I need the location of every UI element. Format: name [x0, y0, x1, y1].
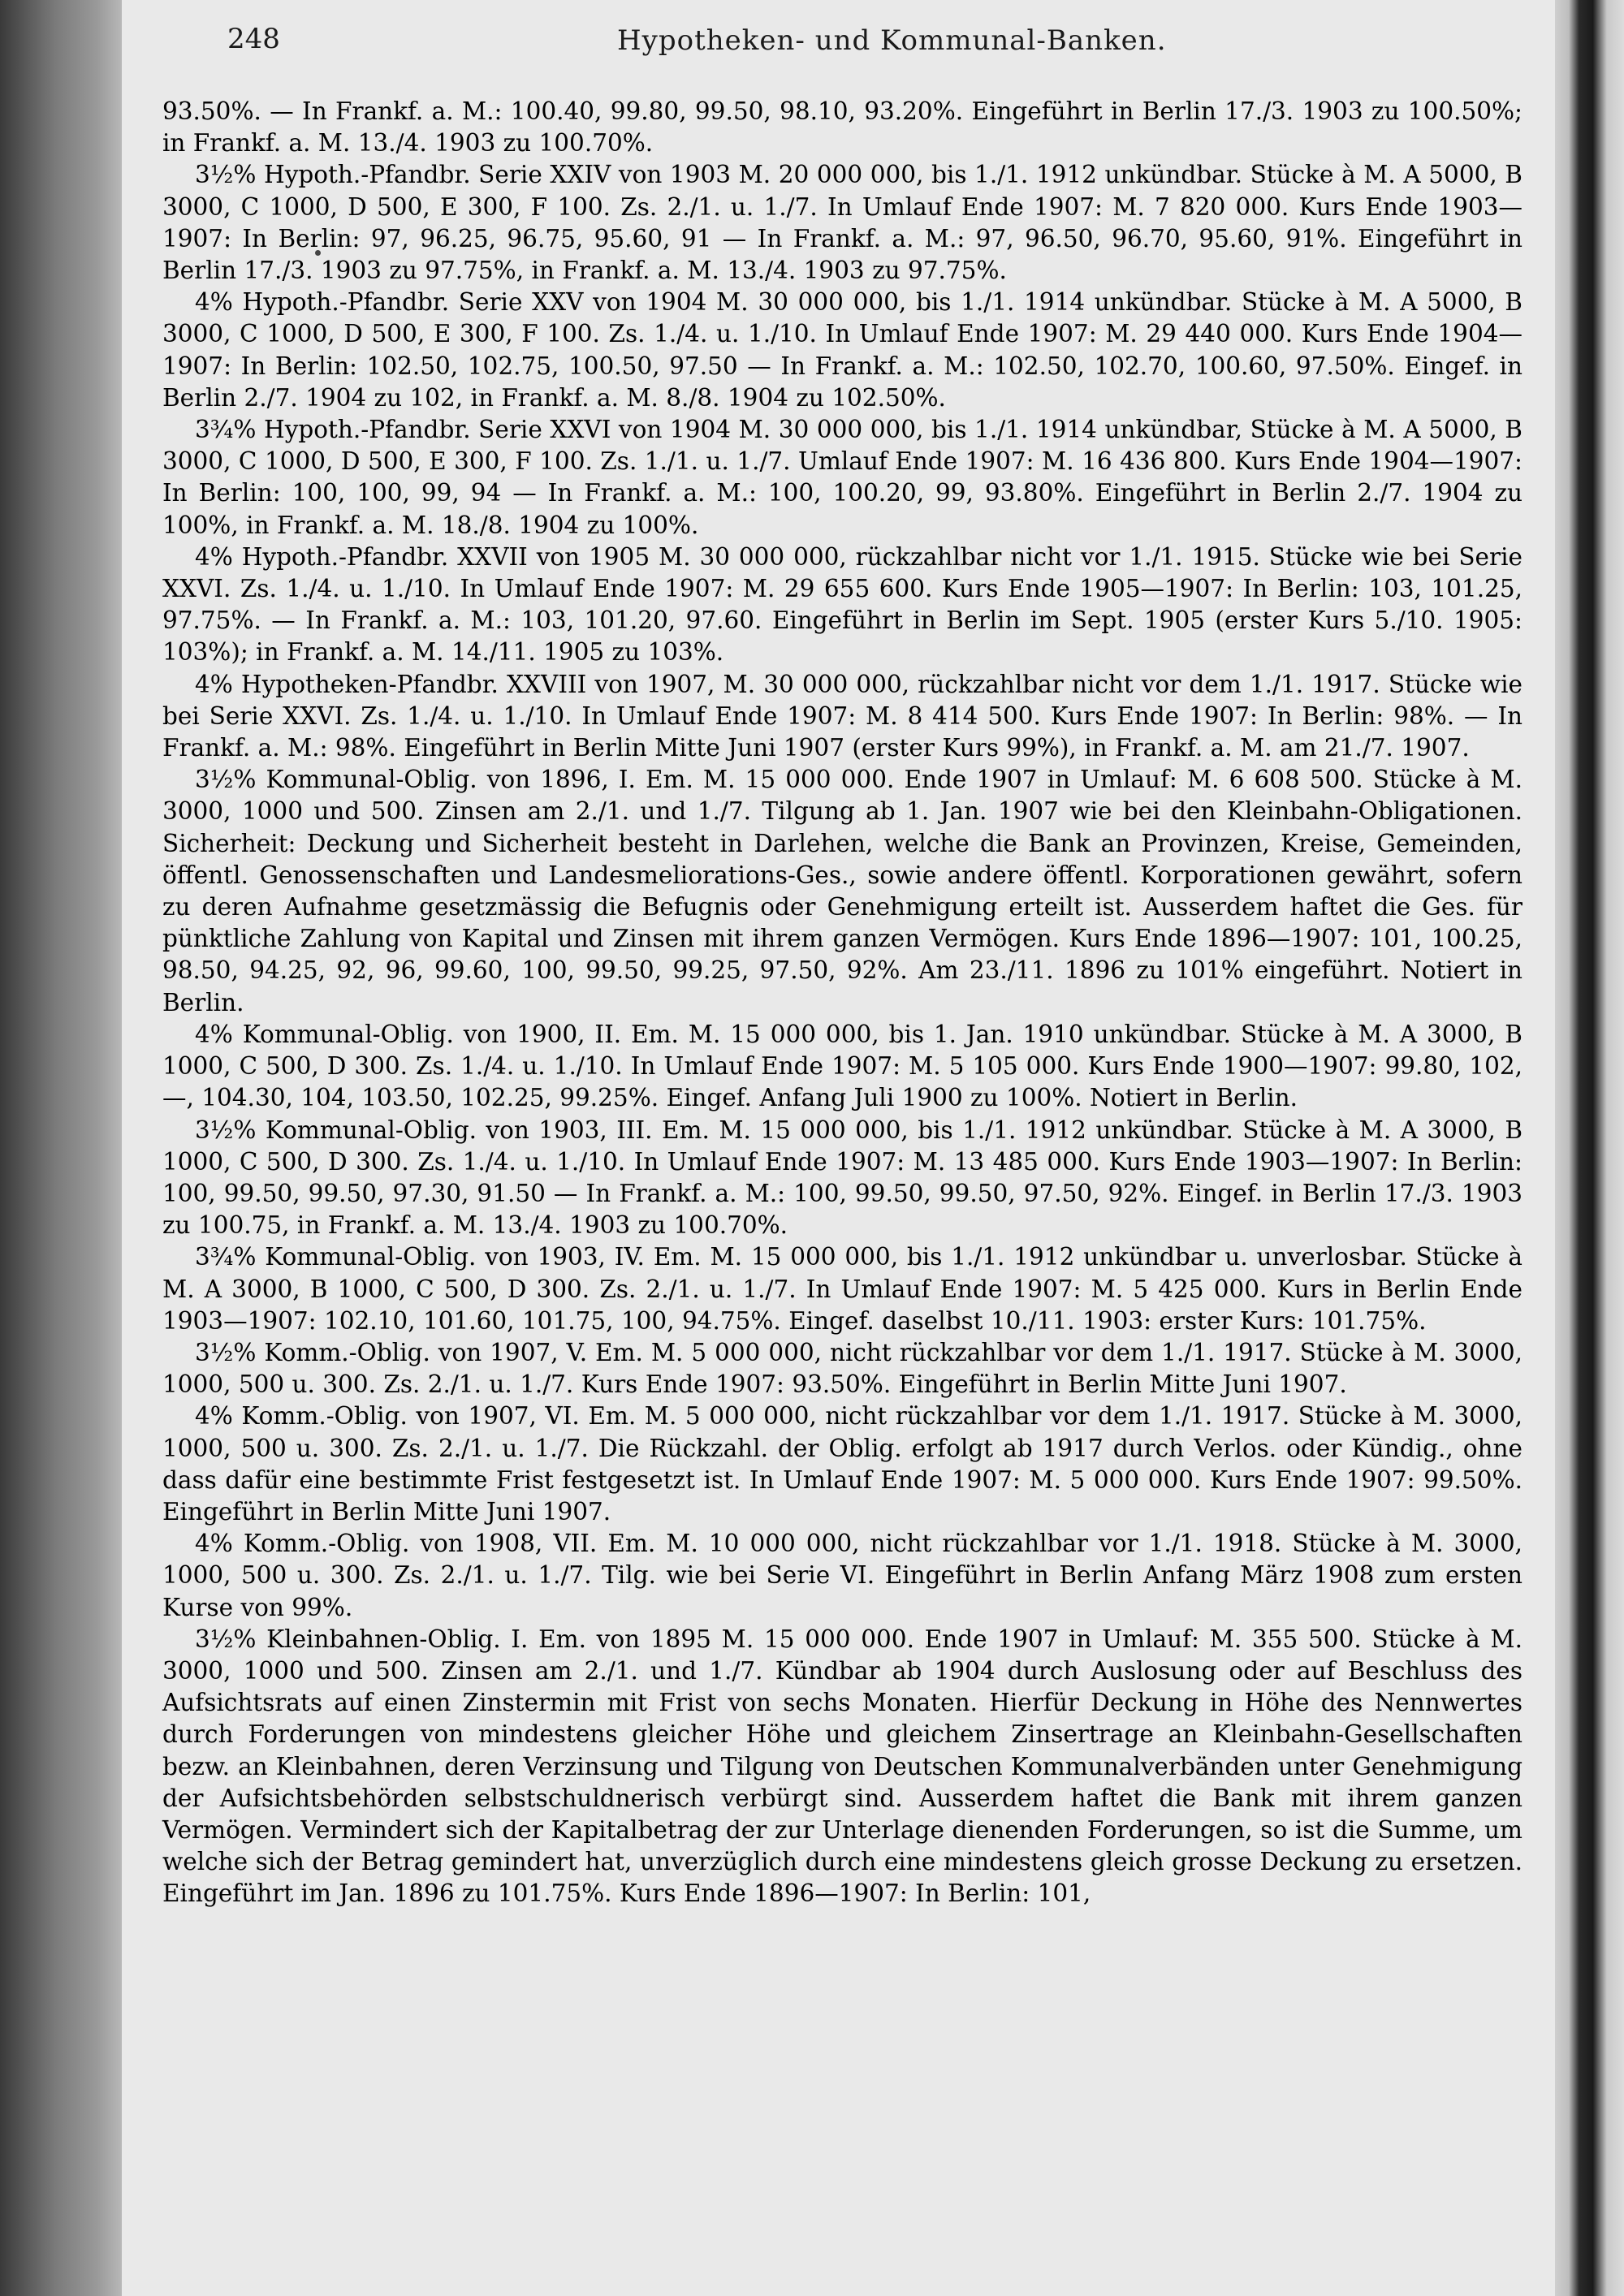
entry-komm-oblig-vi: 4% Komm.-Oblig. von 1907, VI. Em. M. 5 000 000, nicht rückzahlbar vor dem 1./1. 1917. Stücke à M. 3000, 1000, 500 u. 300. Zs. 2./1. u. 1./7. Die Rückzahl. der Oblig. erfolgt ab 1917 durch Verlos. oder Kündig., ohne dass dafür eine bestimmte Frist festgesetzt ist. In Umlauf Ende 1907: M. 5 000 000. Kurs Ende 1907: 99.50%. Eingeführt in Berlin Mitte Juni 1907. [162, 1402, 1522, 1526]
entry-kommunal-oblig-iv: 3¾% Kommunal-Oblig. von 1903, IV. Em. M. 15 000 000, bis 1./1. 1912 unkündbar u. unverlosbar. Stücke à M. A 3000, B 1000, C 500, D 300. Zs. 2./1. u. 1./7. In Umlauf Ende 1907: M. 5 425 000. Kurs in Berlin Ende 1903—1907: 102.10, 101.60, 101.75, 100, 94.75%. Eingef. daselbst 10./11. 1903: erster Kurs: 101.75%. [162, 1243, 1522, 1335]
page-header [227, 23, 1559, 63]
entry-pfandbr-serie-xxvi: 3¾% Hypoth.-Pfandbr. Serie XXVI von 1904 M. 30 000 000, bis 1./1. 1914 unkündbar, Stücke à M. A 5000, B 3000, C 1000, D 500, E 300, F 100. Zs. 1./1. u. 1./7. Umlauf Ende 1907: M. 16 436 800. Kurs Ende 1904—1907: In Berlin: 100, 100, 99, 94 — In Frankf. a. M.: 100, 100.20, 99, 93.80%. Eingeführt in Berlin 2./7. 1904 zu 100%, in Frankf. a. M. 18./8. 1904 zu 100%. [162, 416, 1522, 539]
body-text [162, 96, 1522, 1910]
book-gutter [0, 0, 122, 2296]
running-title: Hypotheken- und Kommunal-Banken. [617, 24, 1167, 57]
entry-pfandbr-xxvii: 4% Hypoth.-Pfandbr. XXVII von 1905 M. 30 000 000, rückzahlbar nicht vor 1./1. 1915. Stücke wie bei Serie XXVI. Zs. 1./4. u. 1./10. In Umlauf Ende 1907: M. 29 655 600. Kurs Ende 1905—1907: In Berlin: 103, 101.25, 97.75%. — In Frankf. a. M.: 103, 101.20, 97.60. Eingeführt in Berlin im Sept. 1905 (erster Kurs 5./10. 1905: 103%); in Frankf. a. M. 14./11. 1905 zu 103%. [162, 542, 1522, 667]
entry-komm-oblig-vii: 4% Komm.-Oblig. von 1908, VII. Em. M. 10 000 000, nicht rückzahlbar vor 1./1. 1918. Stücke à M. 3000, 1000, 500 u. 300. Zs. 2./1. u. 1./7. Tilg. wie bei Serie VI. Eingeführt in Berlin Anfang März 1908 zum ersten Kurse von 99%. [162, 1530, 1522, 1621]
entry-pfandbr-xxviii: 4% Hypotheken-Pfandbr. XXVIII von 1907, M. 30 000 000, rückzahlbar nicht vor dem 1./1. 1917. Stücke wie bei Serie XXVI. Zs. 1./4. u. 1./10. In Umlauf Ende 1907: M. 8 414 500. Kurs Ende 1907: In Berlin: 98%. — In Frankf. a. M.: 98%. Eingeführt in Berlin Mitte Juni 1907 (erster Kurs 99%), in Frankf. a. M. am 21./7. 1907. [162, 670, 1522, 762]
entry-kommunal-oblig-i: 3½% Kommunal-Oblig. von 1896, I. Em. M. 15 000 000. Ende 1907 in Umlauf: M. 6 608 500. Stücke à M. 3000, 1000 und 500. Zinsen am 2./1. und 1./7. Tilgung ab 1. Jan. 1907 wie bei den Kleinbahn-Obligationen. Sicherheit: Deckung und Sicherheit besteht in Darlehen, welche die Bank an Provinzen, Kreise, Gemeinden, öffentl. Genossenschaften und Landesmeliorations-Ges., sowie andere öffentl. Korporationen gewährt, sofern zu deren Aufnahme gesetzmässig die Befugnis oder Genehmigung erteilt ist. Ausserdem haftet die Ges. für pünktliche Zahlung von Kapital und Zinsen mit ihrem ganzen Vermögen. Kurs Ende 1896—1907: 101, 100.25, 98.50, 94.25, 92, 96, 99.60, 100, 99.50, 99.25, 97.50, 92%. Am 23./11. 1896 zu 101% eingeführt. Notiert in Berlin. [162, 766, 1522, 1016]
page-edge [1555, 0, 1624, 2296]
entry-kommunal-oblig-ii: 4% Kommunal-Oblig. von 1900, II. Em. M. 15 000 000, bis 1. Jan. 1910 unkündbar. Stücke à M. A 3000, B 1000, C 500, D 300. Zs. 1./4. u. 1./10. In Umlauf Ende 1907: M. 5 105 000. Kurs Ende 1900—1907: 99.80, 102, —, 104.30, 104, 103.50, 102.25, 99.25%. Eingef. Anfang Juli 1900 zu 100%. Notiert in Berlin. [162, 1020, 1522, 1112]
entry-pfandbr-serie-xxiv: 3½% Hypoth.-Pfandbr. Serie XXIV von 1903 M. 20 000 000, bis 1./1. 1912 unkündbar. Stücke à M. A 5000, B 3000, C 1000, D 500, E 300, F 100. Zs. 2./1. u. 1./7. In Umlauf Ende 1907: M. 7 820 000. Kurs Ende 1903—1907: In Berlin: 97, 96.25, 96.75, 95.60, 91 — In Frankf. a. M.: 97, 96.50, 96.70, 95.60, 91%. Eingeführt in Berlin 17./3. 1903 zu 97.75%, in Frankf. a. M. 13./4. 1903 zu 97.75%. [162, 161, 1522, 285]
paragraph-continuation: 93.50%. — In Frankf. a. M.: 100.40, 99.80, 99.50, 98.10, 93.20%. Eingeführt in Berlin 17./3. 1903 zu 100.50%; in Frankf. a. M. 13./4. 1903 zu 100.70%. [162, 97, 1522, 158]
entry-kleinbahnen-oblig: 3½% Kleinbahnen-Oblig. I. Em. von 1895 M. 15 000 000. Ende 1907 in Umlauf: M. 355 500. Stücke à M. 3000, 1000 und 500. Zinsen am 2./1. und 1./7. Kündbar ab 1904 durch Auslosung oder auf Beschluss des Aufsichtsrats auf einen Zinstermin mit Frist von sechs Monaten. Hierfür Deckung in Höhe des Nennwertes durch Forderungen von mindestens gleicher Höhe und gleichem Zinsertrage an Kleinbahn-Gesellschaften bezw. an Kleinbahnen, deren Verzinsung und Tilgung von Deutschen Kommunalverbänden unter Genehmigung der Aufsichtsbehörden selbstschuldnerisch verbürgt sind. Ausserdem haftet die Bank mit ihrem ganzen Vermögen. Vermindert sich der Kapitalbetrag der zur Unterlage dienenden Forderungen, so ist die Summe, um welche sich der Betrag gemindert hat, unverzüglich durch eine mindestens gleich grosse Deckung zu ersetzen. Eingeführt im Jan. 1896 zu 101.75%. Kurs Ende 1896—1907: In Berlin: 101, [162, 1625, 1522, 1908]
entry-komm-oblig-v: 3½% Komm.-Oblig. von 1907, V. Em. M. 5 000 000, nicht rückzahlbar vor dem 1./1. 1917. Stücke à M. 3000, 1000, 500 u. 300. Zs. 2./1. u. 1./7. Kurs Ende 1907: 93.50%. Eingeführt in Berlin Mitte Juni 1907. [162, 1338, 1522, 1399]
entry-pfandbr-serie-xxv: 4% Hypoth.-Pfandbr. Serie XXV von 1904 M. 30 000 000, bis 1./1. 1914 unkündbar. Stücke à M. A 5000, B 3000, C 1000, D 500, E 300, F 100. Zs. 1./4. u. 1./10. In Umlauf Ende 1907: M. 29 440 000. Kurs Ende 1904—1907: In Berlin: 102.50, 102.75, 100.50, 97.50 — In Frankf. a. M.: 102.50, 102.70, 100.60, 97.50%. Eingef. in Berlin 2./7. 1904 zu 102, in Frankf. a. M. 8./8. 1904 zu 102.50%. [162, 288, 1522, 412]
entry-kommunal-oblig-iii: 3½% Kommunal-Oblig. von 1903, III. Em. M. 15 000 000, bis 1./1. 1912 unkündbar. Stücke à M. A 3000, B 1000, C 500, D 300. Zs. 1./4. u. 1./10. In Umlauf Ende 1907: M. 13 485 000. Kurs Ende 1903—1907: In Berlin: 100, 99.50, 99.50, 97.30, 91.50 — In Frankf. a. M.: 100, 99.50, 99.50, 97.50, 92%. Eingef. in Berlin 17./3. 1903 zu 100.75, in Frankf. a. M. 13./4. 1903 zu 100.70%. [162, 1116, 1522, 1240]
page-number: 248 [227, 23, 280, 55]
